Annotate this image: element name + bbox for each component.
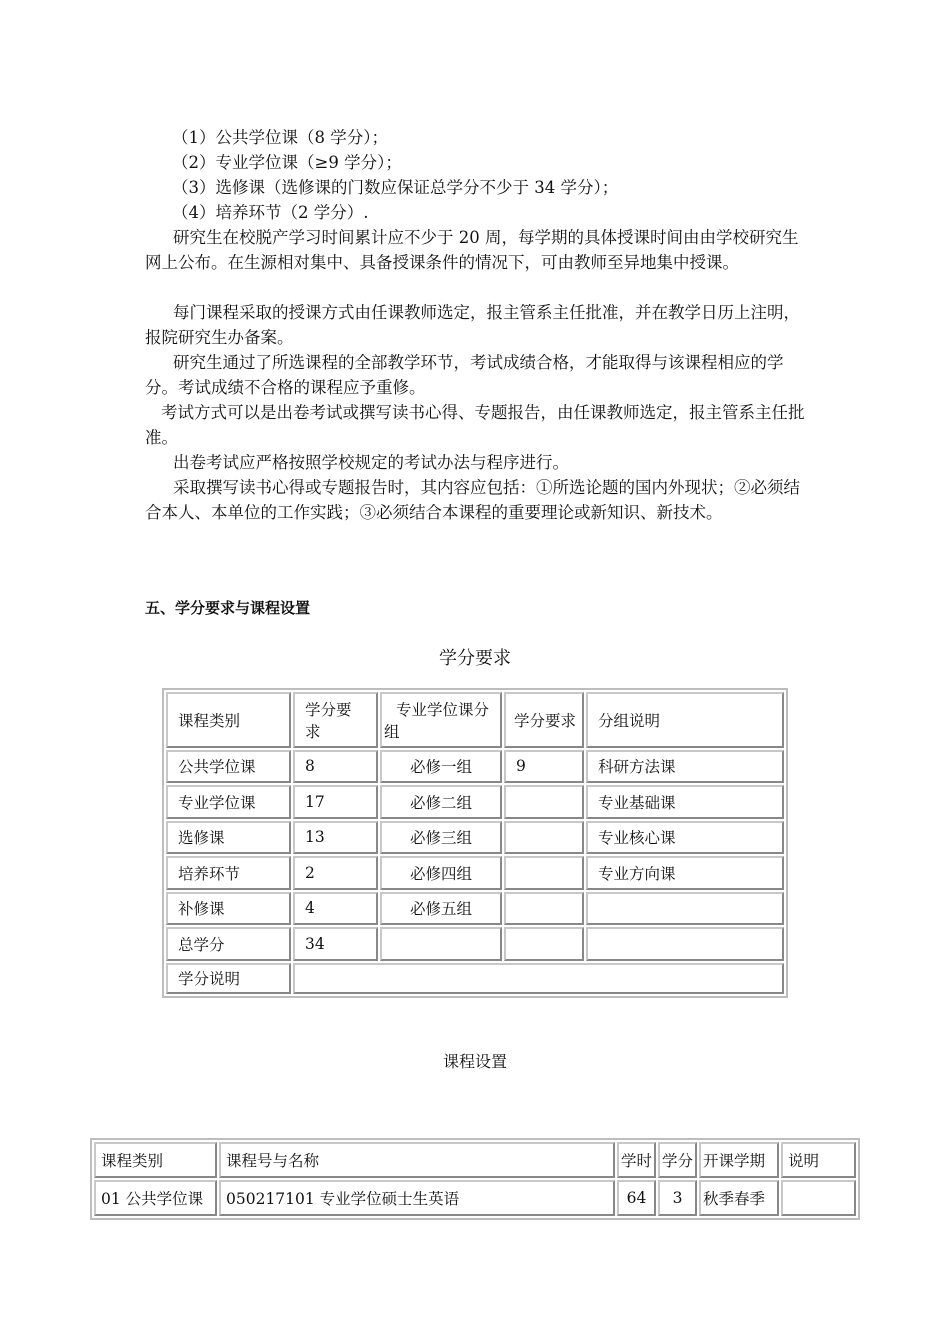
paragraph-teaching-mode: 每门课程采取的授课方式由任课教师选定，报主管系主任批准，并在教学日历上注明，报院研究生办备案。 [145, 303, 800, 347]
table-cell: 01 公共学位课 [94, 1180, 217, 1216]
table-row [166, 856, 784, 890]
table-cell: 秋季春季 [699, 1180, 779, 1216]
table-row [166, 892, 784, 926]
table-cell: 补修课 [166, 892, 291, 926]
table-row [94, 1180, 856, 1216]
credit-note-row [166, 963, 784, 995]
table-cell: 3 [658, 1180, 697, 1216]
table-cell: 专业核心课 [586, 821, 784, 855]
table-cell [586, 892, 784, 926]
table-row [166, 927, 784, 961]
table-cell: 4 [293, 892, 378, 926]
table-cell: 9 [504, 750, 584, 784]
course-header-note: 说明 [781, 1142, 856, 1178]
table-cell [781, 1180, 856, 1216]
credit-note-value [293, 963, 784, 995]
table-cell: 培养环节 [166, 856, 291, 890]
table-row [166, 750, 784, 784]
credit-header-category: 课程类别 [166, 692, 291, 748]
course-header-credits: 学分 [658, 1142, 697, 1178]
table-row [166, 785, 784, 819]
paragraph-exam-procedure: 出卷考试应严格按照学校规定的考试办法与程序进行。 [173, 453, 569, 472]
course-table-caption: 课程设置 [442, 1052, 507, 1071]
table-cell [380, 927, 502, 961]
table-cell: 2 [293, 856, 378, 890]
credit-table-header-row [166, 692, 784, 748]
course-header-category: 课程类别 [94, 1142, 217, 1178]
credit-header-group-note: 分组说明 [586, 692, 784, 748]
table-cell: 34 [293, 927, 378, 961]
credit-header-group: 专业学位课分组 [380, 692, 502, 748]
table-cell: 公共学位课 [166, 750, 291, 784]
table-cell: 必修一组 [380, 750, 502, 784]
table-cell: 总学分 [166, 927, 291, 961]
table-cell: 专业方向课 [586, 856, 784, 890]
table-cell: 17 [293, 785, 378, 819]
section-heading: 五、学分要求与课程设置 [145, 599, 311, 617]
table-cell [504, 892, 584, 926]
table-cell [504, 785, 584, 819]
table-cell: 必修五组 [380, 892, 502, 926]
list-item-4: （4）培养环节（2 学分）. [172, 203, 369, 222]
credit-table [162, 688, 788, 998]
course-header-name: 课程号与名称 [219, 1142, 615, 1178]
paragraph-credit-award: 研究生通过了所选课程的全部教学环节，考试成绩合格，才能取得与该课程相应的学分。考试成绩不合格的课程应予重修。 [145, 353, 784, 397]
table-cell: 专业学位课 [166, 785, 291, 819]
paragraph-study-time: 研究生在校脱产学习时间累计应不少于 20 周，每学期的具体授课时间由由学校研究生网上公布。在生源相对集中、具备授课条件的情况下，可由教师至异地集中授课。 [145, 228, 799, 272]
list-item-2: （2）专业学位课（≥9 学分）； [172, 153, 402, 172]
table-cell: 64 [617, 1180, 656, 1216]
table-cell [586, 927, 784, 961]
course-table-header-row [94, 1142, 856, 1178]
credit-header-credits: 学分要求 [293, 692, 378, 748]
table-cell: 8 [293, 750, 378, 784]
table-row [166, 821, 784, 855]
table-cell: 必修二组 [380, 785, 502, 819]
table-cell [504, 821, 584, 855]
table-cell: 专业基础课 [586, 785, 784, 819]
list-item-3: （3）选修课（选修课的门数应保证总学分不少于 34 学分）； [172, 178, 619, 197]
table-cell [504, 856, 584, 890]
table-cell [504, 927, 584, 961]
credit-header-group-credits: 学分要求 [504, 692, 584, 748]
course-table [90, 1138, 860, 1220]
credit-table-caption: 学分要求 [439, 648, 511, 669]
table-cell: 050217101 专业学位硕士生英语 [219, 1180, 615, 1216]
table-cell: 选修课 [166, 821, 291, 855]
table-cell: 必修四组 [380, 856, 502, 890]
table-cell: 13 [293, 821, 378, 855]
table-cell: 科研方法课 [586, 750, 784, 784]
course-header-hours: 学时 [617, 1142, 656, 1178]
paragraph-exam-method: 考试方式可以是出卷考试或撰写读书心得、专题报告，由任课教师选定，报主管系主任批准。 [145, 403, 805, 447]
table-cell: 必修三组 [380, 821, 502, 855]
paragraph-report-content: 采取撰写读书心得或专题报告时，其内容应包括：①所选论题的国内外现状；②必须结合本人、本单位的工作实践；③必须结合本课程的重要理论或新知识、新技术。 [145, 478, 800, 522]
course-header-semester: 开课学期 [699, 1142, 779, 1178]
list-item-1: （1）公共学位课（8 学分）； [172, 128, 388, 147]
credit-note-label: 学分说明 [166, 963, 291, 995]
